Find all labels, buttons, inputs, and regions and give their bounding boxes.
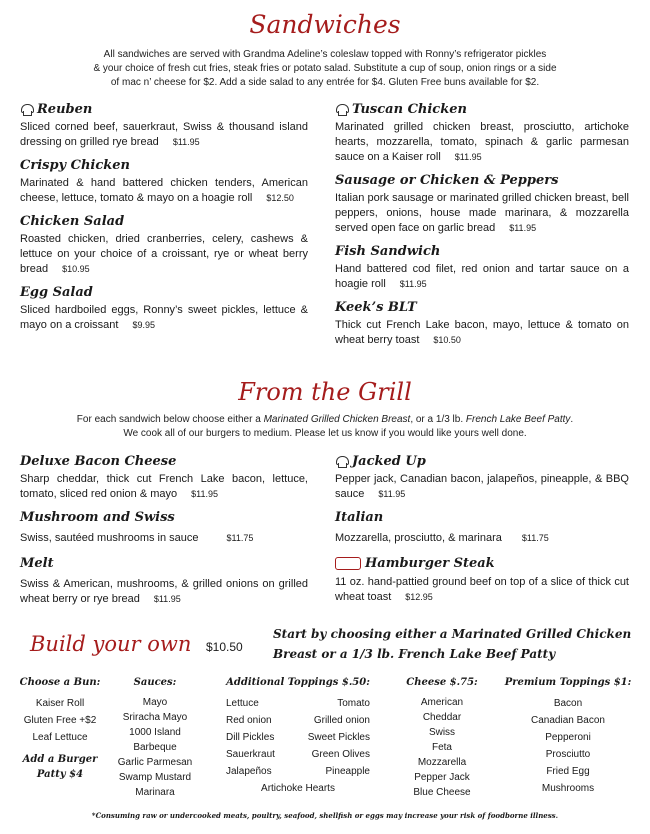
option-item: Red onion — [226, 715, 272, 726]
item-name: Sausage or Chicken & Peppers — [335, 173, 559, 188]
add-patty-option: Add a Burger Patty $4 — [22, 754, 98, 780]
item-name: Deluxe Bacon Cheese — [20, 454, 177, 469]
item-price: $10.50 — [433, 335, 461, 345]
menu-item-tuscan-chicken — [335, 102, 629, 165]
item-price: $11.75 — [521, 533, 549, 543]
item-price: $11.95 — [172, 137, 200, 147]
grill-title: From the Grill — [238, 378, 412, 406]
option-item: Dill Pickles — [226, 732, 275, 743]
menu-item-hamburger-steak — [335, 556, 629, 605]
grill-intro — [20, 413, 630, 441]
option-item: Mushrooms — [541, 783, 595, 794]
item-name: Melt — [20, 556, 54, 571]
option-item: Marinara — [135, 787, 175, 798]
intro-line: All sandwiches are served with Grandma Adeline’s coleslaw topped with Ronny’s refrigerator pickles — [103, 49, 547, 60]
option-item: Pepperoni — [545, 732, 591, 743]
option-item: Pineapple — [325, 766, 370, 777]
option-item: Garlic Parmesan — [117, 757, 193, 768]
item-price: $11.95 — [378, 489, 406, 499]
intro-line: of mac n’ cheese for $2. Add a side salad to any entrée for $4. Gluten Free buns available for $2. — [110, 77, 540, 88]
item-name: Italian — [335, 510, 384, 525]
intro-line: For each sandwich below choose either a Marinated Grilled Chicken Breast, or a 1/3 lb. French Lake Beef Patty. — [76, 414, 574, 425]
sauce-options — [105, 674, 205, 800]
award-badge-icon — [335, 557, 361, 570]
option-item: Grilled onion — [313, 715, 370, 726]
item-price: $12.50 — [266, 193, 294, 203]
menu-item-italian — [335, 510, 629, 546]
sandwiches-intro — [30, 48, 620, 90]
option-item: Mayo — [142, 697, 168, 708]
item-price: $11.95 — [191, 489, 218, 499]
option-heading: Premium Toppings $1: — [504, 677, 632, 688]
item-name: Chicken Salad — [20, 214, 125, 229]
option-item: Green Olives — [311, 749, 370, 760]
item-price: $11.95 — [153, 594, 181, 604]
menu-item-reuben — [20, 102, 308, 150]
menu-item-melt — [20, 556, 308, 607]
item-description: Swiss, sautéed mushrooms in sauce $11.75 — [20, 532, 254, 544]
chef-hat-icon — [20, 104, 33, 116]
option-item: Barbeque — [133, 742, 177, 753]
intro-line: & your choice of fresh cut fries, steak fries or potato salad. Substitute a cup of soup, onion rings or a side — [93, 63, 557, 74]
option-heading: Sauces: — [133, 677, 177, 688]
option-item: Leaf Lettuce — [32, 732, 88, 743]
additional-toppings-options — [222, 674, 374, 797]
option-item: Canadian Bacon — [531, 715, 605, 726]
option-item: Sweet Pickles — [307, 732, 370, 743]
cheese-options — [392, 674, 492, 800]
item-name: Crispy Chicken — [20, 158, 131, 173]
chef-hat-icon — [335, 104, 348, 116]
option-item: Sriracha Mayo — [122, 712, 188, 723]
option-item: Blue Cheese — [413, 787, 471, 798]
item-name: Keek’s BLT — [335, 300, 417, 315]
option-item: Pepper Jack — [414, 772, 470, 783]
item-price: $12.95 — [405, 592, 433, 602]
option-item: Mozzarella — [417, 757, 467, 768]
menu-item-egg-salad — [20, 285, 308, 333]
item-price: $11.95 — [454, 152, 482, 162]
item-description: Pepper jack, Canadian bacon, jalapeños, pineapple, & BBQ sauce $11.95 — [335, 473, 629, 500]
item-description: Roasted chicken, dried cranberries, celery, cashews & lettuce on your choice of a croissant, rye or wheat berry bread $10.95 — [20, 233, 308, 275]
build-your-own-title: Build your own — [30, 632, 192, 656]
item-price: $11.75 — [226, 533, 254, 543]
menu-item-deluxe-bacon-cheese — [20, 454, 308, 502]
build-your-own-note: Start by choosing either a Marinated Grilled Chicken Breast or a 1/3 lb. French Lake Beef Patty — [273, 627, 632, 661]
item-description: Sharp cheddar, thick cut French Lake bacon, lettuce, tomato, sliced red onion & mayo $11.95 — [20, 473, 308, 500]
option-item: Fried Egg — [546, 766, 590, 777]
item-description: 11 oz. hand-pattied ground beef on top of a slice of thick cut wheat toast $12.95 — [335, 576, 629, 603]
item-name: Tuscan Chicken — [352, 102, 467, 117]
premium-toppings-options — [502, 674, 634, 797]
menu-item-sausage-chicken-peppers — [335, 173, 629, 236]
option-item: Sauerkraut — [226, 749, 275, 760]
item-price: $11.95 — [509, 223, 537, 233]
option-item: Bacon — [553, 698, 583, 709]
item-name: Mushroom and Swiss — [20, 510, 175, 525]
menu-item-jacked-up — [335, 454, 629, 502]
item-description: Italian pork sausage or marinated grilled chicken breast, bell peppers, onions, house made marinara, & mozzarella served open face on garlic bread $11.95 — [335, 192, 629, 234]
menu-item-chicken-salad — [20, 214, 308, 277]
option-item: 1000 Island — [129, 727, 181, 738]
item-name: Hamburger Steak — [365, 556, 495, 571]
option-heading: Additional Toppings $.50: — [226, 677, 370, 688]
item-name: Jacked Up — [352, 454, 426, 469]
consumer-advisory-footer: *Consuming raw or undercooked meats, poultry, seafood, shellfish or eggs may increase your risk of foodborne illness. — [91, 811, 559, 820]
item-description: Thick cut French Lake bacon, mayo, lettuce & tomato on wheat berry toast $10.50 — [335, 319, 629, 346]
chef-hat-icon — [335, 456, 348, 468]
option-heading: Choose a Bun: — [19, 677, 101, 688]
option-heading: Cheese $.75: — [406, 677, 478, 688]
grill-left-column — [20, 454, 308, 615]
bun-options — [10, 674, 110, 786]
item-description: Marinated grilled chicken breast, prosciutto, artichoke hearts, mozzarella, tomato, spinach & garlic parmesan sauce on a Kaiser roll $11.95 — [335, 121, 629, 163]
menu-item-crispy-chicken — [20, 158, 308, 206]
item-description: Sliced hardboiled eggs, Ronny’s sweet pickles, lettuce & mayo on a croissant $9.95 — [20, 304, 308, 331]
option-item: Cheddar — [422, 712, 462, 723]
menu-item-mushroom-swiss — [20, 510, 308, 546]
item-price: $11.95 — [399, 279, 427, 289]
intro-line: We cook all of our burgers to medium. Please let us know if you would like yours well done. — [123, 428, 527, 439]
menu-item-fish-sandwich — [335, 244, 629, 292]
sandwiches-right-column — [335, 102, 629, 356]
option-item: American — [420, 697, 464, 708]
sandwiches-left-column — [20, 102, 308, 341]
item-name: Reuben — [37, 102, 93, 117]
option-item: Tomato — [337, 698, 370, 709]
item-description: Marinated & hand battered chicken tenders, American cheese, lettuce, tomato & mayo on a hoagie roll $12.50 — [20, 177, 308, 204]
item-price: $10.95 — [62, 264, 90, 274]
item-description: Hand battered cod filet, red onion and tartar sauce on a hoagie roll $11.95 — [335, 263, 629, 290]
grill-right-column — [335, 454, 629, 613]
build-your-own-price: $10.50 — [206, 640, 243, 654]
option-item: Feta — [431, 742, 452, 753]
item-name: Fish Sandwich — [335, 244, 441, 259]
option-item: Artichoke Hearts — [261, 783, 335, 794]
item-name: Egg Salad — [20, 285, 93, 300]
menu-item-keeks-blt — [335, 300, 629, 348]
option-item: Gluten Free +$2 — [23, 715, 97, 726]
option-item: Kaiser Roll — [35, 698, 85, 709]
item-description: Swiss & American, mushrooms, & grilled onions on grilled wheat berry or rye bread $11.95 — [20, 578, 308, 605]
option-item: Swamp Mustard — [118, 772, 192, 783]
item-description: Sliced corned beef, sauerkraut, Swiss & thousand island dressing on grilled rye bread $11.95 — [20, 121, 308, 148]
option-item: Lettuce — [226, 698, 259, 709]
option-item: Swiss — [428, 727, 456, 738]
option-item: Prosciutto — [545, 749, 591, 760]
option-item: Jalapeños — [226, 766, 272, 777]
item-price: $9.95 — [132, 320, 155, 330]
sandwiches-title: Sandwiches — [249, 10, 401, 39]
item-description: Mozzarella, prosciutto, & marinara $11.75 — [335, 532, 549, 544]
